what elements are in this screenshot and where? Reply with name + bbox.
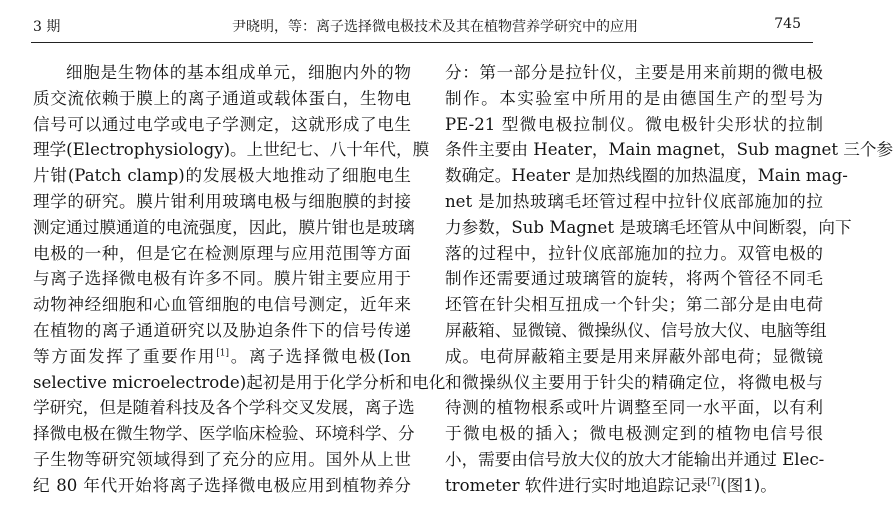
text-line: 择微电极在微生物学、医学临床检验、环境科学、分: [33, 424, 415, 444]
text-line: 在植物的离子通道研究以及胁迫条件下的信号传递: [33, 320, 411, 340]
text-line: 信号可以通过电学或电子学测定，这就形成了电生: [33, 114, 411, 134]
issue-number: 3 期: [33, 19, 61, 35]
text-line: 理学(Electrophysiology)。上世纪七、八十年代，膜: [33, 140, 430, 160]
text-line: selective microelectrode)起初是用于化学分析和电化: [33, 372, 446, 392]
text-line: 与离子选择微电极有许多不同。膜片钳主要应用于: [33, 269, 411, 289]
header-rule: [31, 42, 813, 43]
text-line: 细胞是生物体的基本组成单元，细胞内外的物: [66, 63, 411, 82]
text-line: 片钳(Patch clamp)的发展极大地推动了细胞电生: [33, 166, 411, 186]
text-line: 子生物等研究领域得到了充分的应用。国外从上世: [33, 449, 411, 469]
text-line: 纪 80 年代开始将离子选择微电极应用到植物养分: [33, 475, 411, 495]
text-line-with-citation: [33, 344, 411, 370]
text-line: 成。电荷屏蔽箱主要是用来屏蔽外部电荷；显微镜: [445, 346, 823, 366]
left-column: [33, 60, 446, 505]
text-line: 于微电极的插入；微电极测定到的植物电信号很: [445, 424, 823, 444]
text-line: net 是加热玻璃毛坯管过程中拉针仪底部施加的拉: [445, 191, 823, 211]
text-line: 理学的研究。膜片钳利用玻璃电极与细胞膜的封接: [33, 191, 411, 211]
text-line: 待测的植物根系或叶片调整至同一水平面，以有利: [445, 398, 823, 418]
text-line: 学研究，但是随着科技及各个学科交叉发展，离子选: [33, 398, 415, 418]
text-line: 屏蔽箱、显微镜、微操纵仪、信号放大仪、电脑等组: [445, 320, 827, 340]
right-column: [445, 60, 893, 505]
text-line: 和微操纵仪主要用于针尖的精确定位，将微电极与: [445, 372, 823, 392]
page-number: 745: [774, 16, 801, 32]
text-line: PE-21 型微电极拉制仪。微电极针尖形状的拉制: [445, 114, 823, 134]
text-line: 质交流依赖于膜上的离子通道或载体蛋白，生物电: [33, 88, 411, 108]
text-line: 动物神经细胞和心血管细胞的电信号测定，近年来: [33, 295, 411, 315]
text-line-with-citation: [445, 473, 823, 499]
citation-ref: [1]: [216, 348, 229, 359]
text-line: 电极的一种，但是它在检测原理与应用范围等方面: [33, 243, 411, 263]
text-line: 小，需要由信号放大仪的放大才能输出并通过 Elec-: [445, 449, 825, 469]
text-line: 制作还需要通过玻璃管的旋转，将两个管径不同毛: [445, 269, 823, 289]
text-line: 力参数，Sub Magnet 是玻璃毛坯管从中间断裂，向下: [445, 217, 852, 237]
text-line: 落的过程中，拉针仪底部施加的拉力。双管电极的: [445, 243, 823, 263]
text-line: 制作。本实验室中所用的是由德国生产的型号为: [445, 88, 823, 108]
text-segment: (图1)。: [720, 475, 777, 495]
text-line: 测定通过膜通道的电流强度，因此，膜片钳也是玻璃: [33, 217, 415, 237]
text-segment: 。离子选择微电极(Ion: [228, 346, 411, 366]
text-line: 分：第一部分是拉针仪，主要是用来前期的微电极: [445, 63, 823, 82]
text-segment: trometer 软件进行实时地追踪记录: [445, 475, 708, 495]
text-line: 条件主要由 Heater，Main magnet，Sub magnet 三个参: [445, 140, 893, 160]
text-line: 坯管在针尖相互扭成一个针尖；第二部分是由电荷: [445, 295, 823, 315]
citation-ref: [7]: [707, 477, 721, 488]
running-title: 尹晓明，等：离子选择微电极技术及其在植物营养学研究中的应用: [232, 19, 638, 35]
text-segment: 等方面发挥了重要作用: [33, 346, 217, 366]
page-header: [0, 0, 857, 46]
text-line: 数确定。Heater 是加热线圈的加热温度，Main mag-: [445, 166, 848, 186]
